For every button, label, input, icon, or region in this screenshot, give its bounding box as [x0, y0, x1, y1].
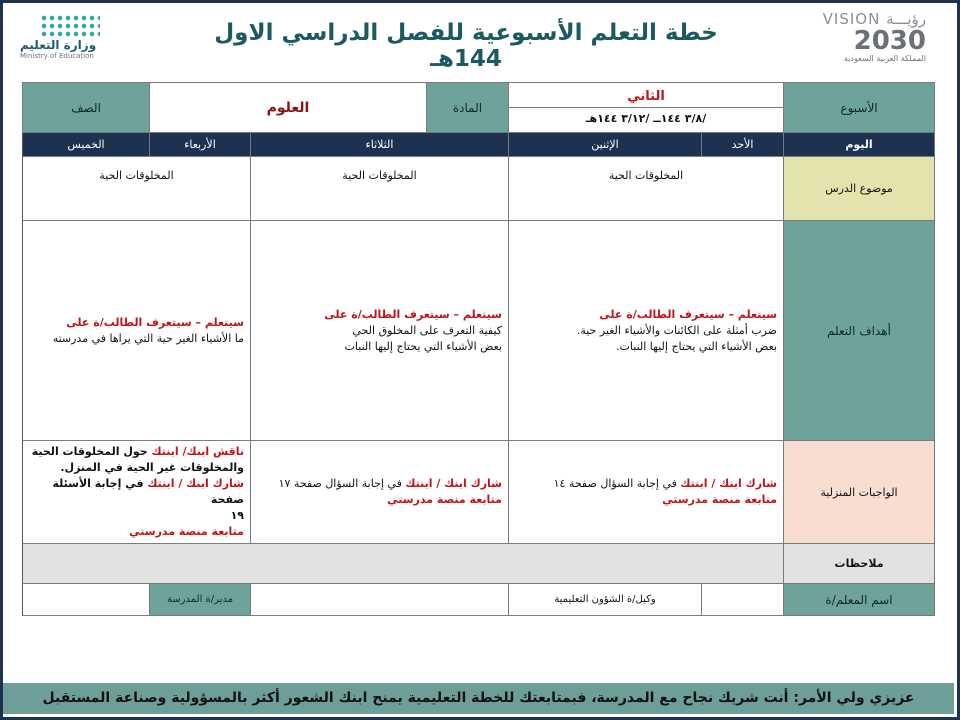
homework-1-platform: متابعة منصة مدرستي [662, 493, 778, 506]
homework-3-highlight2: شارك ابنك / ابنتك [147, 477, 244, 490]
homework-3-highlight: ناقش ابنك/ ابنتك [151, 445, 244, 458]
ministry-name: وزارة التعليم [20, 38, 97, 52]
homework-cell-3 [23, 441, 251, 544]
goals-1-head: سيتعلم – سيتعرف الطالب/ة على [599, 307, 778, 321]
deputy-label: وكيل/ة الشؤون التعليمية [509, 584, 702, 616]
homework-3-line2: والمخلوقات غير الحية في المنزل. [60, 461, 244, 474]
homework-cell-2 [251, 441, 509, 544]
week-value: الثاني [509, 86, 783, 108]
day-tuesday: الثلاثاء [251, 133, 509, 157]
topic-row [23, 157, 935, 221]
day-sunday: الأحد [702, 133, 784, 157]
topic-cell-2: المخلوقات الحية [251, 157, 509, 221]
week-dates: /٣/٨ ١٤٤ــ /٣/١٢ ١٤٤هـ [585, 112, 707, 125]
goals-1-line2: بعض الأشياء التي يحتاج إليها النبات. [616, 339, 778, 353]
homework-label: الواجبات المنزلية [784, 441, 935, 544]
day-monday: الإثنين [509, 133, 702, 157]
deputy-value[interactable] [251, 584, 509, 616]
signature-row [23, 584, 935, 616]
notes-label: ملاحظات [784, 544, 935, 584]
days-label: اليوم [784, 133, 935, 157]
goals-row [23, 221, 935, 441]
goals-2-line2: بعض الأشياء التي يحتاج إليها النبات [344, 339, 502, 353]
vision-2030-logo [796, 10, 926, 70]
info-row [23, 83, 935, 133]
page-title: خطة التعلم الأسبوعية للفصل الدراسي الاول 144هـ [214, 20, 718, 72]
grade-label: الصف [23, 83, 150, 133]
teacher-label: اسم المعلم/ة [784, 584, 935, 616]
topic-label: موضوع الدرس [784, 157, 935, 221]
principal-label: مدير/ة المدرسة [150, 584, 251, 616]
teacher-value[interactable] [702, 584, 784, 616]
topic-cell-3: المخلوقات الحية [23, 157, 251, 221]
goals-2-head: سيتعلم – سيتعرف الطالب/ة على [324, 307, 502, 321]
topic-cell-1: المخلوقات الحية [509, 157, 784, 221]
principal-value[interactable] [23, 584, 150, 616]
homework-2-text: في إجابة السؤال صفحة ١٧ [278, 477, 406, 490]
days-row [23, 133, 935, 157]
day-wednesday: الأربعاء [150, 133, 251, 157]
homework-2-platform: متابعة منصة مدرستي [387, 493, 502, 506]
vision-logo-line1: VISION رؤيـــة [822, 10, 926, 28]
homework-row [23, 441, 935, 544]
ministry-dots-icon [40, 14, 100, 36]
goals-cell-2 [251, 221, 509, 441]
goals-1-line1: ضرب أمثلة على الكائنات والأشياء الغير حية. [576, 323, 778, 337]
homework-2-highlight: شارك ابنك / ابنتك [405, 477, 502, 490]
homework-3-text: حول المخلوقات الحية [31, 445, 152, 458]
header [6, 6, 954, 70]
subject-value: العلوم [150, 83, 427, 133]
day-thursday: الخميس [23, 133, 150, 157]
homework-3-platform: متابعة منصة مدرستي [129, 525, 244, 538]
weekly-plan-table [22, 82, 935, 616]
homework-1-highlight: شارك ابنك / ابنتك [680, 477, 778, 490]
homework-3-page: ١٩ [230, 509, 244, 522]
footer-message: عزيزي ولي الأمر: أنت شريك نجاح مع المدرسة، فبمتابعتك للخطة التعليمية يمنح ابنك الشعور أكثر بالمسؤولية وصناعة المستقبل [3, 683, 954, 714]
goals-3-head: سيتعلم – سيتعرف الطالب/ة على [66, 315, 244, 329]
goals-2-line1: كيفية التعرف على المخلوق الحي [352, 323, 502, 337]
week-cell [509, 83, 784, 133]
week-label: الأسبوع [784, 83, 935, 133]
homework-cell-1 [509, 441, 784, 544]
goals-cell-3 [23, 221, 251, 441]
ministry-logo [20, 14, 130, 70]
homework-3-text2: في إجابة الأسئلة صفحة [52, 477, 244, 506]
goals-label: أهداف التعلم [784, 221, 935, 441]
goals-3-line1: ما الأشياء الغير حية التي يراها في مدرسته [52, 331, 244, 345]
vision-logo-line3: المملكة العربية السعودية [843, 54, 926, 63]
vision-logo-line2: 2030 [853, 26, 926, 56]
goals-cell-1 [509, 221, 784, 441]
homework-1-text: في إجابة السؤال صفحة ١٤ [553, 477, 681, 490]
notes-row [23, 544, 935, 584]
notes-cell[interactable] [23, 544, 784, 584]
ministry-name-en: Ministry of Education [20, 52, 94, 60]
subject-label: المادة [427, 83, 509, 133]
